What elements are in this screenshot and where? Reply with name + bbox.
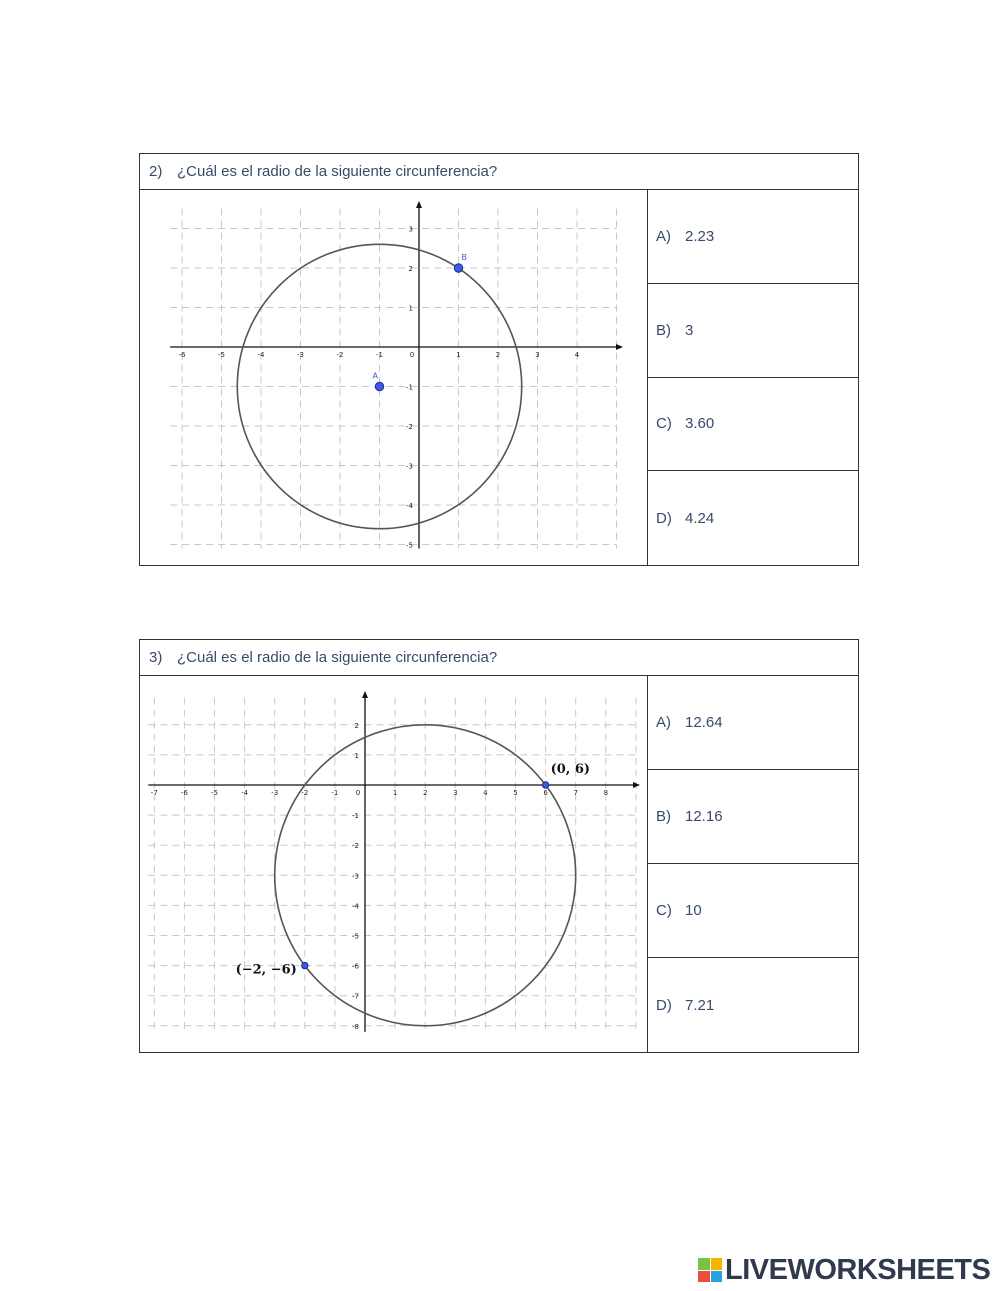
x-tick-label: -4 <box>241 789 249 797</box>
x-tick-label: 8 <box>603 789 609 797</box>
logo-mark-square <box>698 1258 710 1270</box>
y-tick-label: -1 <box>352 812 359 821</box>
option-c[interactable] <box>647 378 858 472</box>
x-tick-label: 7 <box>573 789 578 797</box>
question-text: ¿Cuál es el radio de la siguiente circunferencia? <box>177 163 498 180</box>
point-label: B <box>461 253 467 262</box>
logo-mark-square <box>698 1271 710 1283</box>
option-value: 2.23 <box>685 227 715 245</box>
point-2 <box>454 264 462 272</box>
point-1 <box>542 782 548 788</box>
x-tick-label: 3 <box>453 789 458 797</box>
point-label: (0, 6) <box>550 762 591 777</box>
x-tick-label: -7 <box>150 789 158 797</box>
option-value: 7.21 <box>685 996 715 1014</box>
y-tick-label: 2 <box>354 721 359 730</box>
y-tick-label: -7 <box>352 992 359 1001</box>
y-tick-label: -4 <box>406 502 413 510</box>
question-number: 3) <box>149 649 163 666</box>
x-axis-arrow-icon <box>616 344 623 350</box>
x-tick-label: -3 <box>271 789 279 797</box>
option-value: 12.64 <box>685 714 723 731</box>
y-tick-label: 2 <box>408 265 413 273</box>
logo-text: LIVEWORKSHEETS <box>725 1253 991 1286</box>
option-value: 3.60 <box>685 415 715 433</box>
y-tick-label: -5 <box>406 541 413 550</box>
y-tick-label: -3 <box>352 872 359 881</box>
question-2-table <box>139 153 859 566</box>
y-tick-label: 1 <box>354 751 359 760</box>
x-tick-label: -2 <box>336 351 344 359</box>
y-tick-label: 3 <box>408 225 413 234</box>
x-tick-label: 0 <box>355 789 361 797</box>
graph-panel <box>140 676 648 1052</box>
option-letter: C) <box>656 415 672 433</box>
y-tick-label: -1 <box>406 383 413 392</box>
y-axis-arrow-icon <box>362 691 368 698</box>
logo-mark-icon <box>698 1258 722 1282</box>
option-b[interactable] <box>647 284 858 378</box>
x-tick-label: 1 <box>456 351 461 359</box>
x-tick-label: 2 <box>495 351 501 359</box>
option-letter: A) <box>656 227 671 245</box>
x-tick-label: 3 <box>535 351 540 359</box>
x-axis-arrow-icon <box>633 782 640 788</box>
y-tick-label: -3 <box>406 462 413 471</box>
point-label: A <box>372 371 378 381</box>
option-a[interactable] <box>647 676 858 770</box>
option-value: 12.16 <box>685 808 723 825</box>
y-tick-label: 1 <box>408 304 413 313</box>
y-axis-arrow-icon <box>416 201 422 208</box>
x-tick-label: -6 <box>178 351 186 359</box>
question-text: ¿Cuál es el radio de la siguiente circunferencia? <box>177 649 498 666</box>
y-tick-label: -2 <box>406 423 413 431</box>
option-value: 10 <box>685 902 702 919</box>
x-tick-label: -2 <box>301 789 309 797</box>
answer-options <box>647 190 858 565</box>
logo-mark-square <box>711 1258 723 1270</box>
answer-options <box>647 676 858 1052</box>
y-tick-label: -4 <box>352 902 359 911</box>
option-c[interactable] <box>647 864 858 958</box>
question-header <box>140 640 858 676</box>
liveworksheets-logo <box>698 1255 990 1285</box>
x-tick-label: -4 <box>257 351 265 359</box>
x-tick-label: -3 <box>297 351 304 359</box>
x-tick-label: 5 <box>513 789 518 797</box>
x-tick-label: 1 <box>392 789 398 797</box>
option-a[interactable] <box>647 190 858 284</box>
option-letter: D) <box>656 996 672 1014</box>
x-tick-label: -1 <box>376 351 383 359</box>
x-tick-label: -5 <box>218 351 225 359</box>
question-3-table <box>139 639 859 1053</box>
option-letter: B) <box>656 808 671 825</box>
y-tick-label: -8 <box>352 1022 359 1031</box>
y-tick-label: -6 <box>352 962 359 971</box>
option-d[interactable] <box>647 471 858 565</box>
x-tick-label: 0 <box>409 351 415 359</box>
coordinate-graph <box>140 190 647 566</box>
point-1 <box>375 382 383 390</box>
x-tick-label: -5 <box>211 789 218 797</box>
option-letter: C) <box>656 902 672 919</box>
option-d[interactable] <box>647 958 858 1052</box>
point-label: (−2, −6) <box>235 962 297 978</box>
option-value: 4.24 <box>685 509 715 527</box>
option-letter: A) <box>656 714 671 731</box>
question-number: 2) <box>149 163 163 180</box>
graph-panel <box>140 190 648 565</box>
y-tick-label: -2 <box>352 842 359 851</box>
x-tick-label: -1 <box>331 789 339 797</box>
option-letter: D) <box>656 509 672 527</box>
x-tick-label: 4 <box>483 789 488 797</box>
option-letter: B) <box>656 321 671 339</box>
x-tick-label: 4 <box>574 351 580 359</box>
option-value: 3 <box>685 321 694 339</box>
x-tick-label: 6 <box>543 789 548 797</box>
y-tick-label: -5 <box>352 932 359 941</box>
logo-mark-square <box>711 1271 723 1283</box>
option-b[interactable] <box>647 770 858 864</box>
point-2 <box>302 962 308 968</box>
question-header <box>140 154 858 190</box>
x-tick-label: 2 <box>422 789 428 797</box>
x-tick-label: -6 <box>180 789 188 797</box>
coordinate-graph <box>140 676 647 1053</box>
